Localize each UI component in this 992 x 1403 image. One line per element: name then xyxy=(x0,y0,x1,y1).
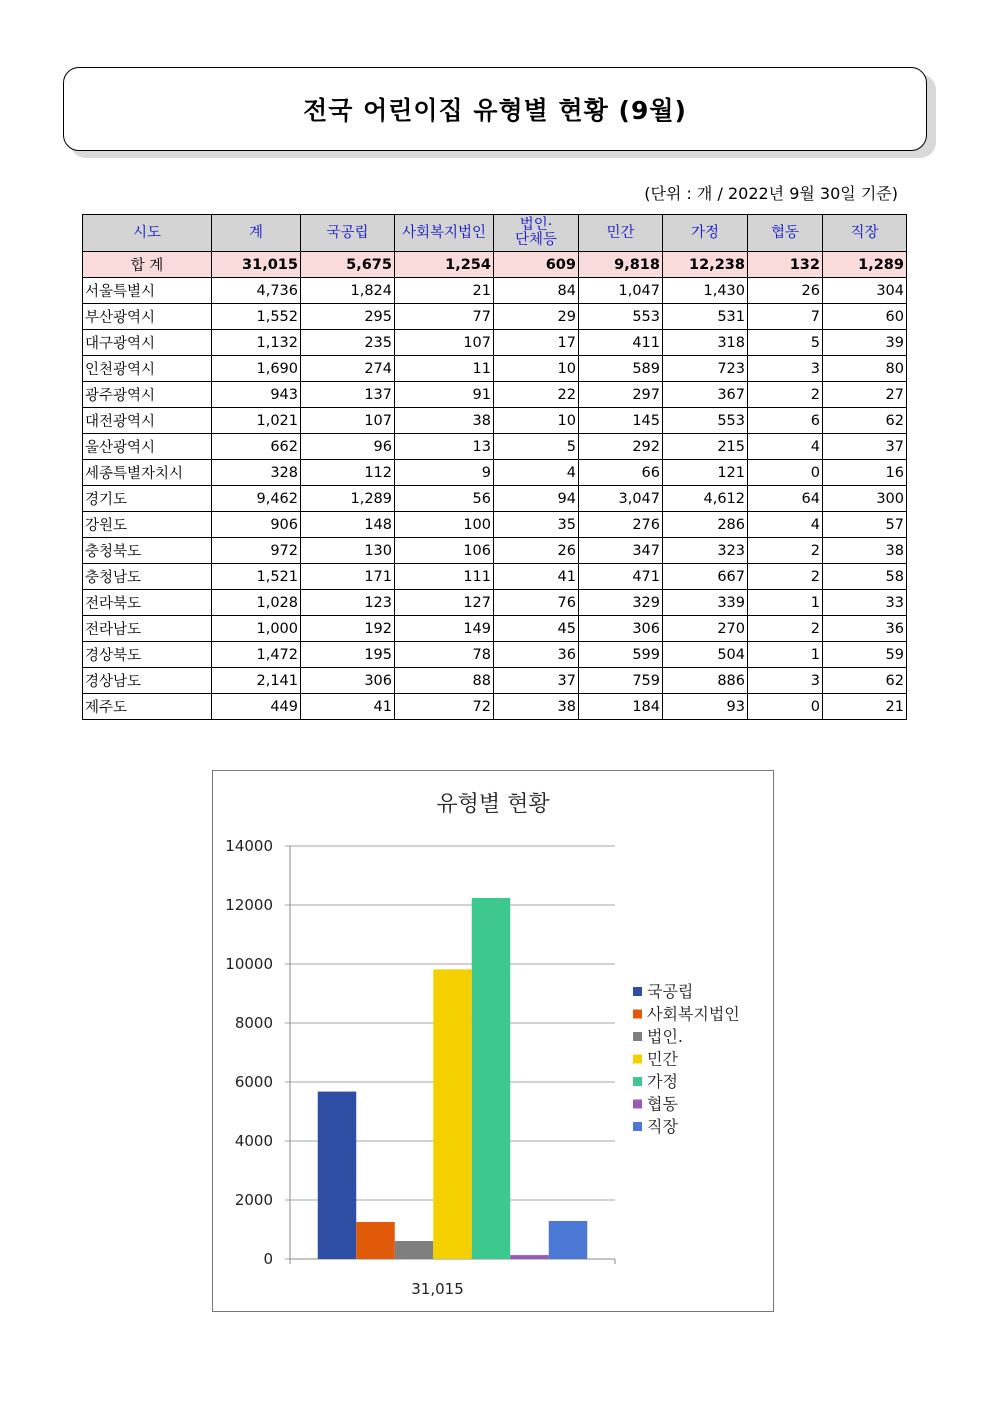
value-cell: 286 xyxy=(663,512,748,538)
table-row xyxy=(83,590,907,616)
value-cell: 589 xyxy=(579,356,663,382)
legend-label: 협동 xyxy=(647,1094,678,1114)
value-cell: 130 xyxy=(301,538,395,564)
region-cell: 대구광역시 xyxy=(83,330,212,356)
bar-5 xyxy=(472,898,511,1259)
region-cell: 대전광역시 xyxy=(83,408,212,434)
col-header: 법인· 단체등 xyxy=(494,215,579,252)
value-cell: 112 xyxy=(301,460,395,486)
y-tick-label: 4000 xyxy=(234,1132,273,1150)
legend-label: 직장 xyxy=(647,1117,678,1136)
table-row xyxy=(83,460,907,486)
region-cell: 울산광역시 xyxy=(83,434,212,460)
table-row xyxy=(83,486,907,512)
bar-4 xyxy=(433,969,472,1259)
value-cell: 297 xyxy=(579,382,663,408)
value-cell: 121 xyxy=(663,460,748,486)
value-cell: 77 xyxy=(395,304,494,330)
legend-label: 가정 xyxy=(647,1072,678,1091)
value-cell: 16 xyxy=(823,460,907,486)
value-cell: 306 xyxy=(301,668,395,694)
value-cell: 411 xyxy=(579,330,663,356)
value-cell: 36 xyxy=(494,642,579,668)
value-cell: 38 xyxy=(395,408,494,434)
table-row xyxy=(83,356,907,382)
y-tick-label: 10000 xyxy=(225,955,273,973)
value-cell: 235 xyxy=(301,330,395,356)
value-cell: 17 xyxy=(494,330,579,356)
value-cell: 329 xyxy=(579,590,663,616)
y-tick-label: 12000 xyxy=(225,896,273,914)
value-cell: 4,736 xyxy=(212,278,301,304)
value-cell: 171 xyxy=(301,564,395,590)
value-cell: 1,289 xyxy=(301,486,395,512)
value-cell: 10 xyxy=(494,356,579,382)
value-cell: 292 xyxy=(579,434,663,460)
table-row xyxy=(83,304,907,330)
value-cell: 328 xyxy=(212,460,301,486)
col-header: 직장 xyxy=(823,215,907,252)
table-row xyxy=(83,668,907,694)
region-cell: 제주도 xyxy=(83,694,212,720)
value-cell: 62 xyxy=(823,668,907,694)
value-cell: 1,472 xyxy=(212,642,301,668)
value-cell: 3,047 xyxy=(579,486,663,512)
value-cell: 41 xyxy=(301,694,395,720)
table-row xyxy=(83,616,907,642)
value-cell: 662 xyxy=(212,434,301,460)
y-tick-label: 6000 xyxy=(234,1073,273,1091)
value-cell: 1,430 xyxy=(663,278,748,304)
value-cell: 2,141 xyxy=(212,668,301,694)
bar-1 xyxy=(318,1092,357,1259)
col-header: 사회복지법인 xyxy=(395,215,494,252)
value-cell: 62 xyxy=(823,408,907,434)
region-cell: 경상남도 xyxy=(83,668,212,694)
value-cell: 609 xyxy=(494,252,579,278)
legend-swatch xyxy=(633,987,642,996)
y-tick-label: 2000 xyxy=(234,1191,273,1209)
value-cell: 1,521 xyxy=(212,564,301,590)
value-cell: 1 xyxy=(748,642,823,668)
col-header: 민간 xyxy=(579,215,663,252)
table-row xyxy=(83,538,907,564)
value-cell: 0 xyxy=(748,694,823,720)
value-cell: 195 xyxy=(301,642,395,668)
value-cell: 306 xyxy=(579,616,663,642)
table-header-row xyxy=(83,215,907,252)
value-cell: 192 xyxy=(301,616,395,642)
value-cell: 107 xyxy=(301,408,395,434)
region-cell: 경기도 xyxy=(83,486,212,512)
value-cell: 1,824 xyxy=(301,278,395,304)
value-cell: 26 xyxy=(748,278,823,304)
value-cell: 96 xyxy=(301,434,395,460)
col-header: 국공립 xyxy=(301,215,395,252)
table-row xyxy=(83,642,907,668)
value-cell: 1,289 xyxy=(823,252,907,278)
value-cell: 38 xyxy=(494,694,579,720)
value-cell: 37 xyxy=(494,668,579,694)
value-cell: 10 xyxy=(494,408,579,434)
value-cell: 58 xyxy=(823,564,907,590)
daycare-table xyxy=(82,214,907,720)
value-cell: 100 xyxy=(395,512,494,538)
value-cell: 276 xyxy=(579,512,663,538)
y-tick-label: 8000 xyxy=(234,1014,273,1032)
table-row xyxy=(83,694,907,720)
value-cell: 471 xyxy=(579,564,663,590)
legend-swatch xyxy=(633,1032,642,1041)
value-cell: 449 xyxy=(212,694,301,720)
value-cell: 906 xyxy=(212,512,301,538)
value-cell: 667 xyxy=(663,564,748,590)
value-cell: 9,818 xyxy=(579,252,663,278)
table-row xyxy=(83,512,907,538)
value-cell: 64 xyxy=(748,486,823,512)
value-cell: 93 xyxy=(663,694,748,720)
y-tick-label: 0 xyxy=(263,1250,273,1268)
value-cell: 38 xyxy=(823,538,907,564)
legend-label: 법인. xyxy=(647,1027,683,1046)
value-cell: 7 xyxy=(748,304,823,330)
region-cell: 합 계 xyxy=(83,252,212,278)
value-cell: 972 xyxy=(212,538,301,564)
region-cell: 충청북도 xyxy=(83,538,212,564)
x-tick-label: 31,015 xyxy=(411,1280,464,1298)
bar-2 xyxy=(356,1222,395,1259)
legend-label: 민간 xyxy=(647,1049,678,1069)
value-cell: 759 xyxy=(579,668,663,694)
value-cell: 60 xyxy=(823,304,907,330)
value-cell: 31,015 xyxy=(212,252,301,278)
value-cell: 367 xyxy=(663,382,748,408)
unit-note: (단위 : 개 / 2022년 9월 30일 기준) xyxy=(644,184,898,203)
value-cell: 274 xyxy=(301,356,395,382)
legend-swatch xyxy=(633,1100,642,1109)
region-cell: 부산광역시 xyxy=(83,304,212,330)
value-cell: 39 xyxy=(823,330,907,356)
value-cell: 2 xyxy=(748,538,823,564)
value-cell: 94 xyxy=(494,486,579,512)
col-header: 가정 xyxy=(663,215,748,252)
legend-swatch xyxy=(633,1122,642,1131)
value-cell: 12,238 xyxy=(663,252,748,278)
value-cell: 56 xyxy=(395,486,494,512)
bar-3 xyxy=(395,1241,434,1259)
value-cell: 80 xyxy=(823,356,907,382)
value-cell: 29 xyxy=(494,304,579,330)
region-cell: 광주광역시 xyxy=(83,382,212,408)
value-cell: 107 xyxy=(395,330,494,356)
value-cell: 4,612 xyxy=(663,486,748,512)
value-cell: 21 xyxy=(823,694,907,720)
value-cell: 5,675 xyxy=(301,252,395,278)
region-cell: 전라남도 xyxy=(83,616,212,642)
value-cell: 2 xyxy=(748,616,823,642)
value-cell: 45 xyxy=(494,616,579,642)
value-cell: 184 xyxy=(579,694,663,720)
page-title: 전국 어린이집 유형별 현황 (9월) xyxy=(303,96,687,125)
region-cell: 서울특별시 xyxy=(83,278,212,304)
region-cell: 충청남도 xyxy=(83,564,212,590)
value-cell: 111 xyxy=(395,564,494,590)
value-cell: 137 xyxy=(301,382,395,408)
value-cell: 13 xyxy=(395,434,494,460)
value-cell: 215 xyxy=(663,434,748,460)
value-cell: 531 xyxy=(663,304,748,330)
value-cell: 304 xyxy=(823,278,907,304)
value-cell: 3 xyxy=(748,356,823,382)
value-cell: 4 xyxy=(748,434,823,460)
value-cell: 106 xyxy=(395,538,494,564)
legend-swatch xyxy=(633,1010,642,1019)
value-cell: 66 xyxy=(579,460,663,486)
value-cell: 123 xyxy=(301,590,395,616)
legend-swatch xyxy=(633,1055,642,1064)
value-cell: 88 xyxy=(395,668,494,694)
value-cell: 4 xyxy=(494,460,579,486)
col-header: 계 xyxy=(212,215,301,252)
value-cell: 22 xyxy=(494,382,579,408)
region-cell: 세종특별자치시 xyxy=(83,460,212,486)
table-row xyxy=(83,564,907,590)
value-cell: 148 xyxy=(301,512,395,538)
value-cell: 36 xyxy=(823,616,907,642)
value-cell: 132 xyxy=(748,252,823,278)
value-cell: 27 xyxy=(823,382,907,408)
value-cell: 59 xyxy=(823,642,907,668)
value-cell: 270 xyxy=(663,616,748,642)
value-cell: 3 xyxy=(748,668,823,694)
value-cell: 76 xyxy=(494,590,579,616)
value-cell: 943 xyxy=(212,382,301,408)
value-cell: 127 xyxy=(395,590,494,616)
value-cell: 723 xyxy=(663,356,748,382)
value-cell: 1,690 xyxy=(212,356,301,382)
col-header: 협동 xyxy=(748,215,823,252)
bar-6 xyxy=(510,1255,549,1259)
value-cell: 2 xyxy=(748,564,823,590)
legend-label: 국공립 xyxy=(647,982,694,1001)
value-cell: 11 xyxy=(395,356,494,382)
value-cell: 886 xyxy=(663,668,748,694)
value-cell: 318 xyxy=(663,330,748,356)
value-cell: 323 xyxy=(663,538,748,564)
title-box xyxy=(63,67,927,151)
value-cell: 1,021 xyxy=(212,408,301,434)
y-tick-label: 14000 xyxy=(225,837,273,855)
value-cell: 300 xyxy=(823,486,907,512)
region-cell: 인천광역시 xyxy=(83,356,212,382)
value-cell: 57 xyxy=(823,512,907,538)
value-cell: 1 xyxy=(748,590,823,616)
bar-chart xyxy=(213,771,773,1311)
value-cell: 1,028 xyxy=(212,590,301,616)
region-cell: 강원도 xyxy=(83,512,212,538)
value-cell: 149 xyxy=(395,616,494,642)
value-cell: 9 xyxy=(395,460,494,486)
value-cell: 5 xyxy=(494,434,579,460)
value-cell: 1,132 xyxy=(212,330,301,356)
value-cell: 1,000 xyxy=(212,616,301,642)
value-cell: 4 xyxy=(748,512,823,538)
value-cell: 6 xyxy=(748,408,823,434)
value-cell: 347 xyxy=(579,538,663,564)
legend-swatch xyxy=(633,1077,642,1086)
value-cell: 41 xyxy=(494,564,579,590)
value-cell: 145 xyxy=(579,408,663,434)
value-cell: 5 xyxy=(748,330,823,356)
value-cell: 1,254 xyxy=(395,252,494,278)
table-row xyxy=(83,382,907,408)
table-row xyxy=(83,408,907,434)
value-cell: 1,552 xyxy=(212,304,301,330)
region-cell: 전라북도 xyxy=(83,590,212,616)
chart-title: 유형별 현황 xyxy=(436,792,550,817)
value-cell: 553 xyxy=(579,304,663,330)
value-cell: 599 xyxy=(579,642,663,668)
table-row xyxy=(83,330,907,356)
value-cell: 9,462 xyxy=(212,486,301,512)
value-cell: 84 xyxy=(494,278,579,304)
table-row xyxy=(83,434,907,460)
total-row xyxy=(83,252,907,278)
value-cell: 26 xyxy=(494,538,579,564)
value-cell: 37 xyxy=(823,434,907,460)
value-cell: 295 xyxy=(301,304,395,330)
value-cell: 0 xyxy=(748,460,823,486)
value-cell: 504 xyxy=(663,642,748,668)
table-row xyxy=(83,278,907,304)
value-cell: 33 xyxy=(823,590,907,616)
value-cell: 1,047 xyxy=(579,278,663,304)
value-cell: 2 xyxy=(748,382,823,408)
value-cell: 339 xyxy=(663,590,748,616)
legend-label: 사회복지법인 xyxy=(647,1004,740,1024)
value-cell: 35 xyxy=(494,512,579,538)
value-cell: 78 xyxy=(395,642,494,668)
chart-frame xyxy=(212,770,774,1312)
region-cell: 경상북도 xyxy=(83,642,212,668)
value-cell: 91 xyxy=(395,382,494,408)
value-cell: 72 xyxy=(395,694,494,720)
bar-7 xyxy=(549,1221,588,1259)
value-cell: 21 xyxy=(395,278,494,304)
col-header: 시도 xyxy=(83,215,212,252)
value-cell: 553 xyxy=(663,408,748,434)
